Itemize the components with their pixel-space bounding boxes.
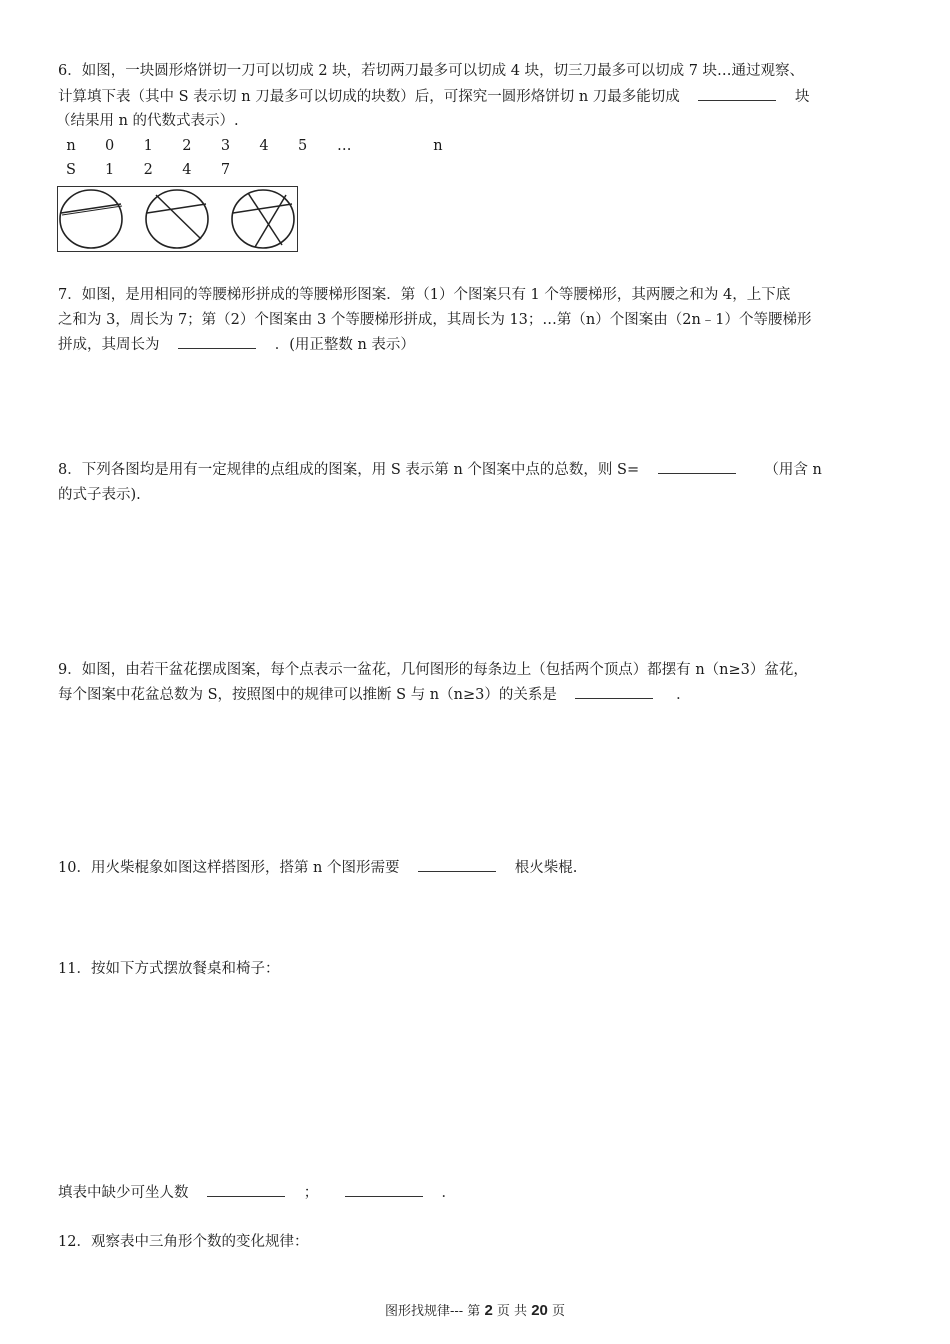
- q7-answer-blank[interactable]: [178, 334, 256, 349]
- q11-fill-end: ．: [441, 1185, 456, 1201]
- footer-total-pages: 20: [531, 1302, 548, 1319]
- q10-line-1: [58, 857, 577, 879]
- table-cell: 4: [182, 162, 192, 178]
- table-cell: S: [66, 162, 76, 178]
- q6-line-2: [58, 86, 809, 108]
- q7-line-3-text: 拼成，其周长为: [58, 337, 160, 353]
- q8-answer-blank[interactable]: [658, 459, 736, 474]
- q7-line-1: 7．如图，是用相同的等腰梯形拼成的等腰梯形图案．第（1）个图案只有 1 个等腰梯形，其两腰之和为 4，上下底: [58, 287, 791, 303]
- q6-line-2-text: 计算填下表（其中 S 表示切 n 刀最多可以切成的块数）后，可探究一圆形烙饼切 n 刀最多能切成: [58, 89, 680, 105]
- circles-figure: [58, 187, 297, 251]
- q10-answer-blank[interactable]: [418, 857, 496, 872]
- q9-line-2-text: 每个图案中花盆总数为 S，按照图中的规律可以推断 S 与 n（n≥3）的关系是: [58, 687, 557, 703]
- circle-two-cuts: [146, 190, 208, 248]
- table-cell: 3: [220, 138, 231, 154]
- q11-line-1: 11．按如下方式摆放餐桌和椅子：: [58, 961, 280, 977]
- table-cell: 1: [143, 138, 153, 154]
- page-footer: [0, 1300, 950, 1319]
- table-cell: …: [337, 138, 352, 154]
- q12-line-1: 12．观察表中三角形个数的变化规律：: [58, 1234, 309, 1250]
- q7-line-3-suffix: ．(用正整数 n 表示）: [274, 337, 415, 353]
- q6-table-row-s: [64, 159, 232, 181]
- footer-page-word: 第: [467, 1304, 481, 1319]
- q8-line-1: [58, 459, 822, 481]
- q9-line-1: 9．如图，由若干盆花摆成图案，每个点表示一盆花，几何图形的每条边上（包括两个顶点）都摆有 n（n≥3）盆花，: [58, 662, 808, 678]
- q11-fill-text: 填表中缺少可坐人数: [58, 1185, 189, 1201]
- q6-answer-blank[interactable]: [698, 86, 776, 101]
- table-cell: n: [66, 138, 76, 154]
- q6-line-3: （结果用 n 的代数式表示）.: [56, 113, 239, 129]
- table-cell: n: [433, 138, 443, 154]
- table-cell: 2: [182, 138, 192, 154]
- table-cell: 2: [143, 162, 153, 178]
- q6-line-2-unit: 块: [794, 89, 810, 105]
- table-cell: 7: [220, 162, 231, 178]
- footer-page-mid: 页 共: [496, 1304, 528, 1319]
- q6-table-row-n: [64, 135, 445, 157]
- q8-line-1-text: 8．下列各图均是用有一定规律的点组成的图案，用 S 表示第 n 个图案中点的总数，则 S=: [58, 462, 640, 478]
- table-cell: 0: [104, 138, 115, 154]
- circle-three-cuts: [232, 190, 294, 248]
- table-cell: 5: [298, 138, 308, 154]
- q10-line-1-suffix: 根火柴棍.: [514, 860, 578, 876]
- q7-line-3: [58, 334, 415, 356]
- q6-figure-circles: [57, 186, 298, 252]
- q8-line-1-suffix: （用含 n: [764, 462, 822, 478]
- table-cell: 1: [104, 162, 115, 178]
- table-cell: 4: [259, 138, 269, 154]
- q8-line-2: 的式子表示).: [58, 487, 141, 503]
- q9-line-2-suffix: ．: [676, 687, 691, 703]
- q11-answer-blank-1[interactable]: [207, 1182, 285, 1197]
- circle-one-cut: [60, 190, 122, 248]
- footer-page-number: 2: [484, 1302, 493, 1319]
- q9-line-2: [58, 684, 691, 706]
- q11-fill-separator: ；: [303, 1185, 319, 1201]
- q7-line-2: 之和为 3，周长为 7；第（2）个图案由 3 个等腰梯形拼成，其周长为 13；…第（n）个图案由（2n﹣1）个等腰梯形: [58, 312, 812, 328]
- footer-prefix: 图形找规律---: [384, 1304, 464, 1319]
- q9-answer-blank[interactable]: [575, 684, 653, 699]
- footer-page-end: 页: [552, 1304, 566, 1319]
- q6-line-1: 6．如图，一块圆形烙饼切一刀可以切成 2 块，若切两刀最多可以切成 4 块，切三刀最多可以切成 7 块…通过观察、: [58, 63, 805, 79]
- q11-fill-line: [58, 1182, 456, 1204]
- q10-line-1-text: 10．用火柴棍象如图这样搭图形，搭第 n 个图形需要: [58, 860, 400, 876]
- q11-answer-blank-2[interactable]: [345, 1182, 423, 1197]
